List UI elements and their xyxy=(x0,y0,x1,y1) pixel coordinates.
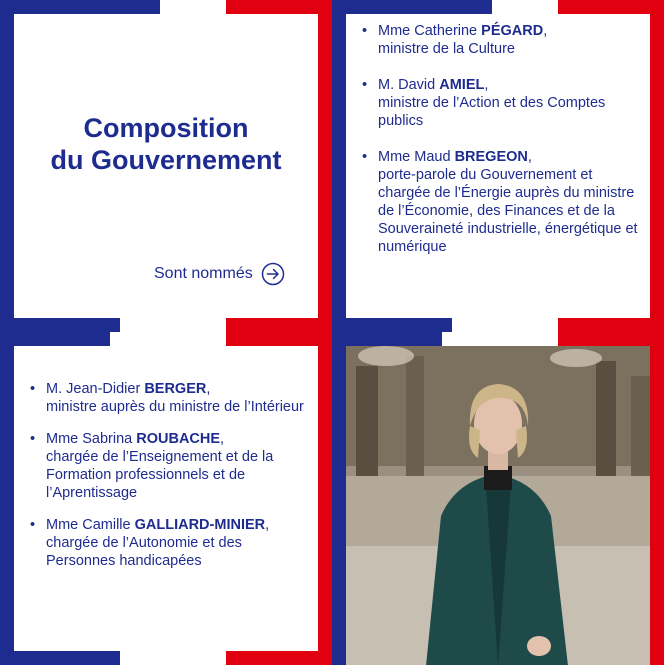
punctuation: , xyxy=(265,517,270,533)
red-stripe xyxy=(226,0,332,14)
red-stripe xyxy=(558,332,664,346)
red-stripe xyxy=(318,332,332,665)
blue-stripe xyxy=(0,318,120,332)
appointments-list xyxy=(362,22,642,274)
list-item xyxy=(362,76,642,130)
punctuation: , xyxy=(543,23,548,39)
portrait-illustration xyxy=(346,346,650,665)
title-line: du Gouvernement xyxy=(50,145,282,175)
arrow-right-circle-icon xyxy=(261,262,285,286)
appointments-tile xyxy=(332,0,664,332)
punctuation: , xyxy=(220,431,225,447)
person-role: porte-parole du Gouvernement et chargée de l’Énergie auprès du ministre de l’Économie, des Finances et de la Souveraineté industrielle, énergétique et numérique xyxy=(378,167,638,255)
person-name: M. Jean-Didier xyxy=(46,381,145,397)
bullet-icon: • xyxy=(362,77,368,93)
page-title xyxy=(0,112,332,176)
blue-stripe xyxy=(0,0,160,14)
red-stripe xyxy=(226,318,332,332)
blue-stripe xyxy=(332,332,442,346)
person-surname: BERGER xyxy=(144,381,207,397)
list-item xyxy=(30,516,312,570)
list-item xyxy=(30,380,312,416)
appointments-tile xyxy=(0,332,332,665)
person-role: ministre de la Culture xyxy=(378,41,515,57)
punctuation: , xyxy=(484,77,489,93)
person-role: chargée de l’Autonomie et des Personnes handicapées xyxy=(46,535,242,569)
punctuation: , xyxy=(206,381,211,397)
punctuation: , xyxy=(527,149,532,165)
red-stripe xyxy=(226,651,332,665)
person-surname: ROUBACHE xyxy=(136,431,221,447)
red-stripe xyxy=(650,0,664,332)
person-role: ministre auprès du ministre de l’Intérieur xyxy=(46,399,304,415)
person-name: Mme Camille xyxy=(46,517,135,533)
list-item xyxy=(362,22,642,58)
blue-stripe xyxy=(0,651,120,665)
red-stripe xyxy=(226,332,332,346)
blue-stripe xyxy=(332,332,346,665)
next-link[interactable] xyxy=(154,262,285,286)
person-name: Mme Maud xyxy=(378,149,455,165)
blue-stripe xyxy=(332,0,346,332)
person-surname: BREGEON xyxy=(454,149,528,165)
blue-stripe xyxy=(332,318,452,332)
appointments-list xyxy=(30,380,312,584)
person-surname: AMIEL xyxy=(439,77,485,93)
portrait-photo xyxy=(346,346,650,665)
list-item xyxy=(30,430,312,502)
red-stripe xyxy=(558,0,664,14)
next-link-label: Sont nommés xyxy=(154,265,253,282)
bullet-icon: • xyxy=(30,381,36,397)
person-role: ministre de l’Action et des Comptes publics xyxy=(378,95,606,129)
title-tile xyxy=(0,0,332,332)
blue-stripe xyxy=(0,332,110,346)
portrait-tile xyxy=(332,332,664,665)
red-stripe xyxy=(650,332,664,665)
person-surname: GALLIARD-MINIER xyxy=(134,517,266,533)
bullet-icon: • xyxy=(30,431,36,447)
bullet-icon: • xyxy=(362,23,368,39)
person-name: M. David xyxy=(378,77,440,93)
red-stripe xyxy=(558,318,664,332)
person-role: chargée de l’Enseignement et de la Formation professionnels et de l’Aprentissage xyxy=(46,449,274,501)
person-surname: PÉGARD xyxy=(481,23,544,39)
blue-stripe xyxy=(0,332,14,665)
list-item xyxy=(362,148,642,256)
bullet-icon: • xyxy=(30,517,36,533)
person-name: Mme Sabrina xyxy=(46,431,137,447)
person-name: Mme Catherine xyxy=(378,23,482,39)
bullet-icon: • xyxy=(362,149,368,165)
title-line: Composition xyxy=(83,113,249,143)
blue-stripe xyxy=(332,0,492,14)
